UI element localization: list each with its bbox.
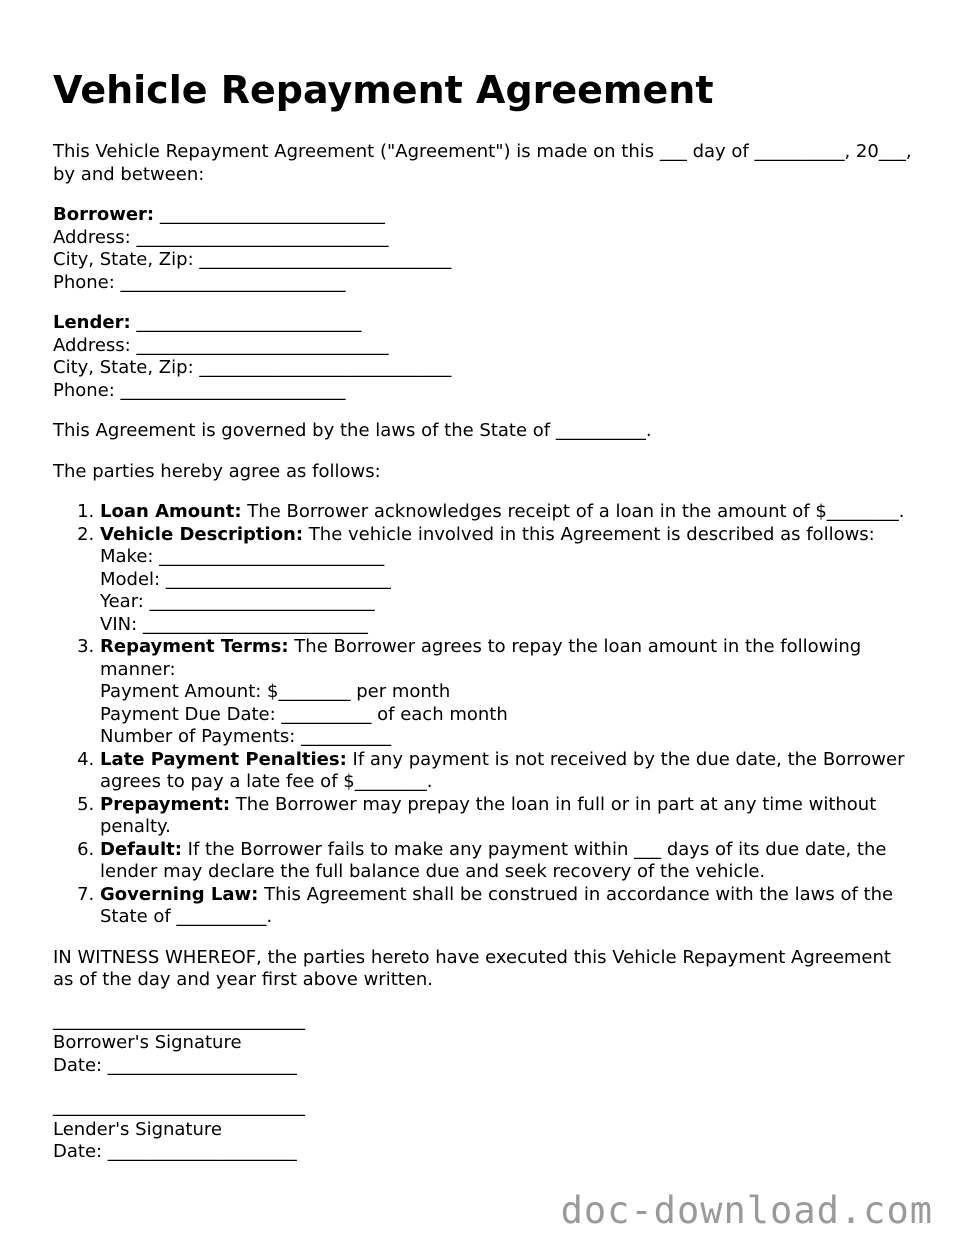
- term-text: The Borrower acknowledges receipt of a loan in the amount of $________.: [241, 501, 905, 522]
- term-item: [100, 636, 913, 749]
- lender-city: City, State, Zip: ____________________________: [53, 357, 452, 378]
- lender-phone: Phone: _________________________: [53, 379, 346, 401]
- term-heading: Default:: [100, 838, 182, 860]
- payment-amount: Payment Amount: $________ per month: [100, 681, 451, 702]
- term-heading: Prepayment:: [100, 793, 231, 815]
- borrower-signature-line: ____________________________: [53, 1009, 305, 1031]
- borrower-signature-label: Borrower's Signature: [53, 1032, 242, 1053]
- term-heading: Vehicle Description:: [100, 523, 304, 545]
- document-page: [53, 66, 913, 1164]
- agree-paragraph: The parties hereby agree as follows:: [53, 460, 381, 482]
- term-text: If the Borrower fails to make any payment within ___ days of its due date, the lender may declare the full balance due and seek recovery of the vehicle.: [100, 838, 887, 882]
- term-item: [100, 501, 913, 524]
- term-item: [100, 884, 913, 929]
- borrower-label: Borrower:: [53, 204, 155, 225]
- vehicle-make: Make: _________________________: [100, 546, 385, 567]
- lender-address: Address: ____________________________: [53, 334, 389, 356]
- borrower-signature-block: [53, 1010, 913, 1078]
- document-title: Vehicle Repayment Agreement: [53, 68, 714, 112]
- borrower-city: City, State, Zip: ____________________________: [53, 249, 452, 270]
- lender-signature-label: Lender's Signature: [53, 1118, 222, 1140]
- lender-signature-line: ____________________________: [53, 1096, 305, 1117]
- term-item: [100, 524, 913, 637]
- lender-section: [53, 312, 913, 402]
- term-text: The vehicle involved in this Agreement is described as follows:: [303, 523, 875, 545]
- term-heading: Late Payment Penalties:: [100, 748, 347, 770]
- intro-paragraph: This Vehicle Repayment Agreement ("Agreement") is made on this ___ day of __________, 20___, by and between:: [53, 141, 912, 185]
- watermark: doc-download.com: [560, 1188, 933, 1232]
- lender-label: Lender:: [53, 312, 131, 333]
- term-text: The Borrower may prepay the loan in full or in part at any time without penalty.: [100, 793, 877, 837]
- term-heading: Loan Amount:: [100, 501, 242, 522]
- vehicle-year: Year: _________________________: [100, 591, 375, 612]
- borrower-address: Address: ____________________________: [53, 226, 389, 248]
- borrower-phone: Phone: _________________________: [53, 271, 346, 293]
- governing-state-paragraph: This Agreement is governed by the laws of the State of __________.: [53, 420, 652, 441]
- number-of-payments: Number of Payments: __________: [100, 726, 392, 747]
- lender-name-line: [53, 312, 913, 335]
- borrower-name-line: [53, 204, 913, 227]
- term-item: [100, 794, 913, 839]
- vehicle-vin: VIN: _________________________: [100, 613, 368, 635]
- borrower-date-line: Date: _____________________: [53, 1054, 297, 1076]
- lender-date-line: Date: _____________________: [53, 1141, 297, 1162]
- witness-paragraph: IN WITNESS WHEREOF, the parties hereto have executed this Vehicle Repayment Agreement as of the day and year first above written.: [53, 946, 891, 990]
- term-item: [100, 839, 913, 884]
- borrower-section: [53, 204, 913, 294]
- term-text: If any payment is not received by the due date, the Borrower agrees to pay a late fee of $________.: [100, 748, 905, 792]
- term-text: The Borrower agrees to repay the loan amount in the following manner:: [100, 636, 862, 680]
- borrower-name-blank: _________________________: [154, 204, 385, 225]
- term-item: [100, 749, 913, 794]
- vehicle-model: Model: _________________________: [100, 568, 391, 590]
- lender-name-blank: _________________________: [130, 312, 362, 333]
- term-text: This Agreement shall be construed in accordance with the laws of the State of __________.: [100, 883, 894, 927]
- lender-signature-block: [53, 1096, 913, 1164]
- term-heading: Repayment Terms:: [100, 636, 289, 657]
- term-heading: Governing Law:: [100, 883, 259, 905]
- payment-due-date: Payment Due Date: __________ of each month: [100, 703, 508, 725]
- terms-list: [53, 501, 913, 929]
